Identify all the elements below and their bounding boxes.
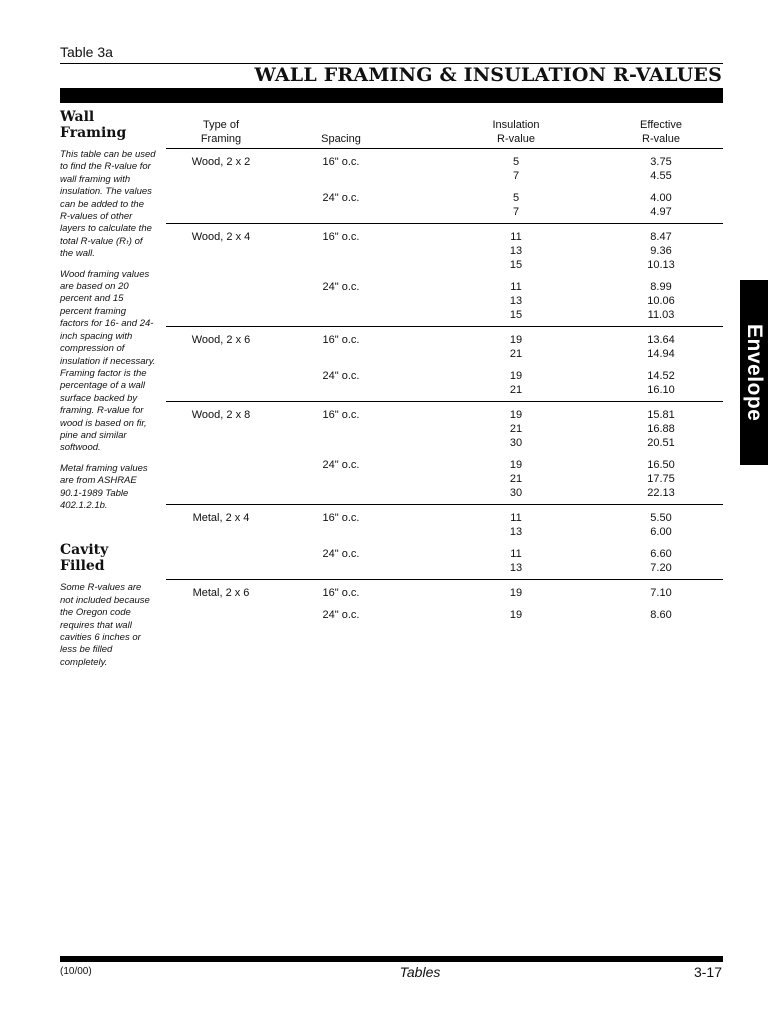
spacing-value: 16" o.c. bbox=[322, 587, 360, 599]
effective-r-value: 5.50 bbox=[650, 512, 672, 524]
row-spacer bbox=[166, 230, 723, 272]
effective-r-value: 4.97 bbox=[650, 206, 672, 218]
row-spacer bbox=[166, 608, 723, 622]
insulation-r-value: 13 bbox=[509, 562, 523, 574]
row-spacer bbox=[166, 280, 723, 322]
header-insulation bbox=[461, 118, 571, 146]
page-number: 3-17 bbox=[693, 964, 722, 980]
footer-section: Tables bbox=[399, 964, 441, 980]
header-line: Type of bbox=[202, 119, 240, 131]
section-tab-label: Envelope bbox=[743, 323, 766, 422]
framing-group bbox=[166, 586, 723, 622]
framing-type: Metal, 2 x 6 bbox=[192, 587, 250, 599]
framing-type: Wood, 2 x 2 bbox=[191, 156, 251, 168]
spacing-row bbox=[166, 280, 723, 322]
effective-r-value: 10.13 bbox=[647, 259, 675, 271]
row-spacer bbox=[166, 586, 723, 600]
spacing-value: 24" o.c. bbox=[322, 459, 360, 471]
spacing-value: 16" o.c. bbox=[322, 334, 360, 346]
header-line: R-value bbox=[497, 133, 535, 145]
framing-group bbox=[166, 511, 723, 580]
spacing-row bbox=[166, 369, 723, 397]
effective-r-value: 7.20 bbox=[650, 562, 672, 574]
table-body bbox=[166, 155, 723, 622]
effective-r-value: 14.52 bbox=[647, 370, 675, 382]
bottom-rule bbox=[60, 956, 723, 962]
effective-r-value: 15.81 bbox=[647, 409, 675, 421]
effective-r-value: 10.06 bbox=[647, 295, 675, 307]
insulation-r-value: 11 bbox=[510, 548, 522, 560]
effective-r-value: 6.00 bbox=[650, 526, 672, 538]
sidebar-heading-cavity-filled: Cavity Filled bbox=[60, 542, 109, 575]
r-value-table bbox=[166, 116, 723, 626]
effective-r-value: 3.75 bbox=[650, 156, 672, 168]
row-spacer bbox=[166, 511, 723, 539]
insulation-r-value: 19 bbox=[509, 334, 523, 346]
spacing-value: 16" o.c. bbox=[322, 512, 360, 524]
spacing-row bbox=[166, 333, 723, 361]
spacing-row bbox=[166, 155, 723, 183]
spacing-value: 24" o.c. bbox=[322, 281, 360, 293]
insulation-r-value: 19 bbox=[509, 459, 523, 471]
insulation-r-value: 7 bbox=[512, 170, 520, 182]
insulation-r-value: 15 bbox=[509, 259, 523, 271]
row-spacer bbox=[166, 408, 723, 450]
section-tab bbox=[740, 280, 768, 465]
insulation-r-value: 19 bbox=[509, 409, 523, 421]
insulation-r-value: 19 bbox=[509, 609, 523, 621]
sidebar-paragraph: Some R-values are not included because the Oregon code requires that wall cavities 6 inches or less be filled completely. bbox=[60, 582, 150, 668]
framing-group bbox=[166, 230, 723, 327]
spacing-row bbox=[166, 586, 723, 600]
table-header bbox=[166, 116, 723, 149]
insulation-r-value: 21 bbox=[509, 473, 523, 485]
spacing-value: 24" o.c. bbox=[322, 548, 360, 560]
title-bar bbox=[60, 88, 723, 103]
spacing-row bbox=[166, 458, 723, 500]
insulation-r-value: 5 bbox=[512, 192, 520, 204]
insulation-r-value: 13 bbox=[509, 245, 523, 257]
spacing-row bbox=[166, 608, 723, 622]
header-effective bbox=[606, 118, 716, 146]
row-spacer bbox=[166, 369, 723, 397]
row-spacer bbox=[166, 547, 723, 575]
insulation-r-value: 19 bbox=[509, 370, 523, 382]
header-line: Framing bbox=[200, 133, 242, 145]
spacing-row bbox=[166, 230, 723, 272]
spacing-value: 16" o.c. bbox=[322, 156, 360, 168]
spacing-value: 24" o.c. bbox=[322, 370, 360, 382]
framing-group bbox=[166, 333, 723, 402]
insulation-r-value: 30 bbox=[509, 437, 523, 449]
row-spacer bbox=[166, 458, 723, 500]
effective-r-value: 8.60 bbox=[650, 609, 672, 621]
insulation-r-value: 30 bbox=[509, 487, 523, 499]
insulation-r-value: 19 bbox=[509, 587, 523, 599]
header-line: R-value bbox=[642, 133, 680, 145]
effective-r-value: 16.88 bbox=[647, 423, 675, 435]
sidebar bbox=[60, 109, 156, 677]
effective-r-value: 20.51 bbox=[647, 437, 675, 449]
header-line: Insulation bbox=[492, 119, 540, 131]
insulation-r-value: 11 bbox=[510, 281, 522, 293]
sidebar-paragraph: This table can be used to find the R-value for wall framing with insulation. The values can be added to the R-values of other layers to calculate the total R-value (Rₜ) of the wall. bbox=[60, 149, 156, 260]
effective-r-value: 4.00 bbox=[650, 192, 672, 204]
effective-r-value: 7.10 bbox=[650, 587, 672, 599]
spacing-value: 24" o.c. bbox=[322, 609, 360, 621]
insulation-r-value: 21 bbox=[509, 423, 523, 435]
row-spacer bbox=[166, 191, 723, 219]
effective-r-value: 8.99 bbox=[650, 281, 672, 293]
framing-type: Wood, 2 x 8 bbox=[191, 409, 251, 421]
framing-type: Wood, 2 x 4 bbox=[191, 231, 251, 243]
spacing-value: 16" o.c. bbox=[322, 409, 360, 421]
insulation-r-value: 5 bbox=[512, 156, 520, 168]
header-line: Effective bbox=[640, 119, 682, 131]
effective-r-value: 11.03 bbox=[647, 309, 675, 321]
insulation-r-value: 15 bbox=[509, 309, 523, 321]
framing-type: Wood, 2 x 6 bbox=[191, 334, 251, 346]
header-spacing: Spacing bbox=[321, 133, 361, 145]
effective-r-value: 14.94 bbox=[647, 348, 675, 360]
insulation-r-value: 11 bbox=[510, 231, 522, 243]
spacing-row bbox=[166, 547, 723, 575]
sidebar-paragraph: Metal framing values are from ASHRAE 90.1-1989 Table 402.1.2.1b. bbox=[60, 462, 148, 511]
spacing-value: 24" o.c. bbox=[322, 192, 360, 204]
insulation-r-value: 13 bbox=[509, 295, 523, 307]
insulation-r-value: 11 bbox=[510, 512, 522, 524]
sidebar-heading-wall-framing: Wall Framing bbox=[60, 109, 127, 141]
sidebar-paragraph: Wood framing values are based on 20 percent and 15 percent framing factors for 16- and 24-inch spacing with compression of insulation if necessary. Framing factor is the percentage of a wall surface backed by framing. R-value for wood is based on fir, pine and similar softwood. bbox=[60, 268, 156, 454]
framing-group bbox=[166, 408, 723, 505]
spacing-row bbox=[166, 191, 723, 219]
row-spacer bbox=[166, 333, 723, 361]
insulation-r-value: 7 bbox=[512, 206, 520, 218]
spacing-row bbox=[166, 511, 723, 539]
insulation-r-value: 21 bbox=[509, 348, 523, 360]
effective-r-value: 13.64 bbox=[647, 334, 675, 346]
footer-date: (10/00) bbox=[60, 966, 92, 977]
framing-type: Metal, 2 x 4 bbox=[192, 512, 250, 524]
framing-group bbox=[166, 155, 723, 224]
insulation-r-value: 13 bbox=[509, 526, 523, 538]
spacing-row bbox=[166, 408, 723, 450]
spacing-value: 16" o.c. bbox=[322, 231, 360, 243]
effective-r-value: 8.47 bbox=[650, 231, 672, 243]
effective-r-value: 9.36 bbox=[650, 245, 672, 257]
effective-r-value: 16.10 bbox=[647, 384, 675, 396]
effective-r-value: 16.50 bbox=[647, 459, 675, 471]
header-type-of-framing bbox=[166, 118, 276, 146]
page-title: WALL FRAMING & INSULATION R-VALUES bbox=[254, 64, 722, 86]
table-number: Table 3a bbox=[60, 44, 113, 60]
effective-r-value: 22.13 bbox=[647, 487, 675, 499]
row-spacer bbox=[166, 155, 723, 183]
effective-r-value: 6.60 bbox=[650, 548, 672, 560]
insulation-r-value: 21 bbox=[509, 384, 523, 396]
effective-r-value: 4.55 bbox=[650, 170, 672, 182]
effective-r-value: 17.75 bbox=[647, 473, 675, 485]
